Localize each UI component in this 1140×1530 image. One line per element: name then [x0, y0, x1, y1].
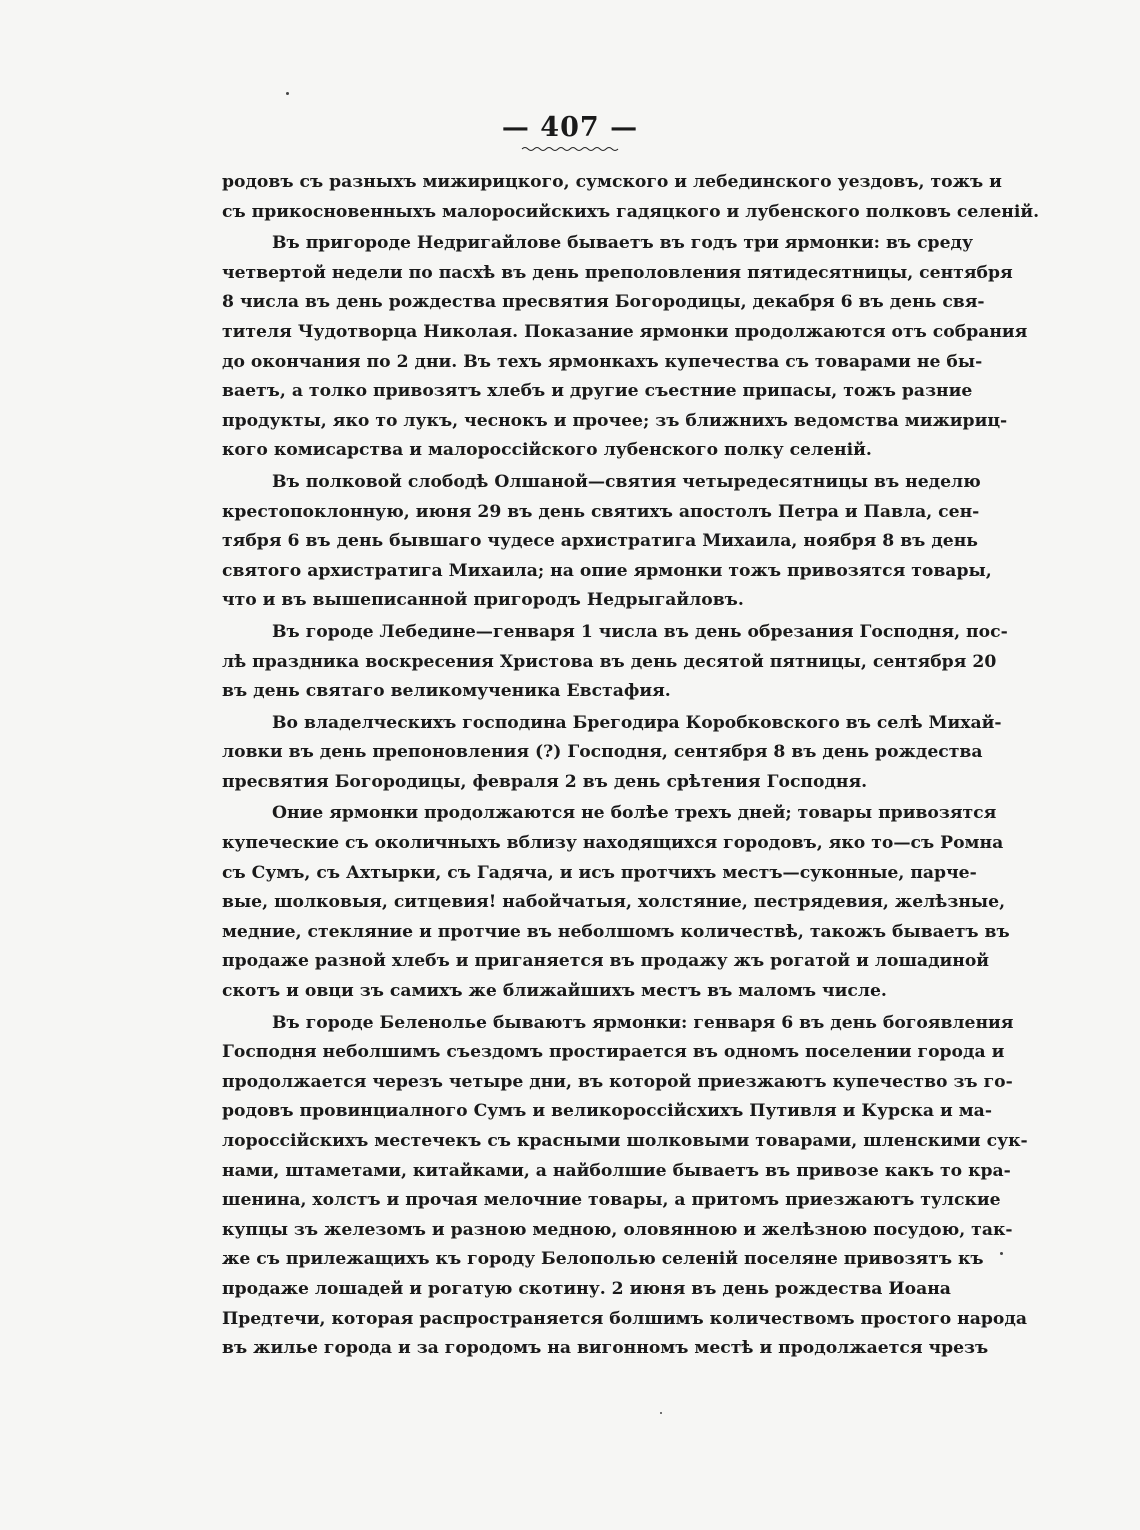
text-line: Въ городе Лебедине—генваря 1 числа въ день обрезания Господня, пос-	[272, 621, 1008, 642]
text-line: 8 числа въ день рождества пресвятия Богородицы, декабря 6 въ день свя-	[222, 292, 985, 313]
text-line: родовъ провинциалного Сумъ и великороссійсхихъ Путивля и Курска и ма-	[222, 1101, 992, 1122]
text-line: пресвятия Богородицы, февраля 2 въ день срѣтения Господня.	[222, 771, 868, 792]
text-line: лѣ праздника воскресения Христова въ день десятой пятницы, сентября 20	[222, 651, 997, 672]
text-line: съ прикосновенныхъ малоросийскихъ гадяцкого и лубенского полковъ селеній.	[222, 201, 1040, 222]
text-line: медние, стекляние и протчие въ неболшомъ количествѣ, такожъ бываетъ въ	[222, 921, 1010, 942]
text-line: крестопоклонную, июня 29 въ день святихъ апостолъ Петра и Павла, сен-	[222, 501, 980, 522]
text-line: святого архистратига Михаила; на опие ярмонки тожъ привозятся товары,	[222, 560, 992, 581]
text-line: Въ полковой слободѣ Олшаной—святия четыредесятницы въ неделю	[272, 471, 981, 492]
text-line: что и въ вышеписанной пригородъ Недрыгайловъ.	[222, 590, 744, 611]
text-line: продолжается черезъ четыре дни, въ которой приезжаютъ купечество зъ го-	[222, 1071, 1013, 1092]
text-line: продукты, яко то лукъ, чеснокъ и прочее; зъ ближнихъ ведомства мижириц-	[222, 410, 1008, 431]
text-line: въ день святаго великомученика Евстафия.	[222, 681, 671, 702]
scan-speck	[1000, 1252, 1003, 1255]
text-line: кого комисарства и малороссійского лубенского полку селеній.	[222, 440, 872, 461]
text-line: шенина, холстъ и прочая мелочние товары, а притомъ приезжаютъ тулские	[222, 1190, 1001, 1211]
text-line: продаже разной хлебъ и приганяется въ продажу жъ рогатой и лошадиной	[222, 951, 990, 972]
text-line: до окончания по 2 дни. Въ техъ ярмонкахъ купечества съ товарами не бы-	[222, 351, 983, 372]
text-line: въ жилье города и за городомъ на вигонномъ местѣ и продолжается чрезъ	[222, 1338, 989, 1359]
text-line: тября 6 въ день бывшаго чудесе архистратига Михаила, ноября 8 въ день	[222, 531, 978, 552]
text-line: Оние ярмонки продолжаются не болѣе трехъ дней; товары привозятся	[272, 803, 997, 824]
text-line: четвертой недели по пасхѣ въ день преполовления пятидесятницы, сентября	[222, 262, 1013, 283]
text-line: вые, шолковыя, ситцевия! набойчатыя, холстяние, пестрядевия, желѣзные,	[222, 892, 1006, 913]
text-line: родовъ съ разныхъ мижирицкого, сумского и лебединского уездовъ, тожъ и	[222, 172, 1002, 192]
wavy-underline-ornament	[522, 146, 618, 152]
text-line: Во владелческихъ господина Брегодира Коробковского въ селѣ Михай-	[272, 712, 1002, 733]
text-line: же съ прилежащихъ къ городу Белополью селеній поселяне привозятъ къ	[222, 1249, 984, 1270]
text-line: ваетъ, а толко привозятъ хлебъ и другие съестние припасы, тожъ разние	[222, 381, 973, 402]
page-number: — 407 —	[501, 112, 639, 143]
text-line: съ Сумъ, съ Ахтырки, съ Гадяча, и исъ протчихъ местъ—суконные, парче-	[222, 862, 977, 883]
text-line: тителя Чудотворца Николая. Показание ярмонки продолжаются отъ собрания	[222, 321, 1028, 342]
text-line: купеческие съ околичныхъ вблизу находящихся городовъ, яко то—съ Ромна	[222, 833, 1004, 854]
text-line: ловки въ день препоновления (?) Господня, сентября 8 въ день рождества	[222, 742, 983, 763]
text-line: купцы зъ железомъ и разною медною, оловянною и желѣзною посудою, так-	[222, 1219, 1013, 1240]
text-line: скотъ и овци зъ самихъ же ближайшихъ местъ въ маломъ числе.	[222, 981, 887, 1002]
body-text	[222, 168, 1040, 1364]
scan-speck	[286, 92, 289, 95]
text-line: продаже лошадей и рогатую скотину. 2 июня въ день рождества Иоана	[222, 1278, 951, 1299]
text-line: нами, штаметами, китайками, а найболшие бываетъ въ привозе какъ то кра-	[222, 1160, 1011, 1181]
scan-speck	[660, 1412, 662, 1414]
text-line: Въ городе Беленолье бываютъ ярмонки: генваря 6 въ день богоявления	[272, 1012, 1014, 1033]
text-line: Въ пригороде Недригайлове бываетъ въ годъ три ярмонки: въ среду	[272, 233, 973, 254]
text-line: Предтечи, которая распространяется болшимъ количествомъ простого народа	[222, 1308, 1027, 1329]
text-line: лороссійскихъ местечекъ съ красными шолковыми товарами, шленскими сук-	[222, 1131, 1028, 1151]
text-line: Господня неболшимъ съездомъ простирается въ одномъ поселении города и	[222, 1042, 1005, 1063]
